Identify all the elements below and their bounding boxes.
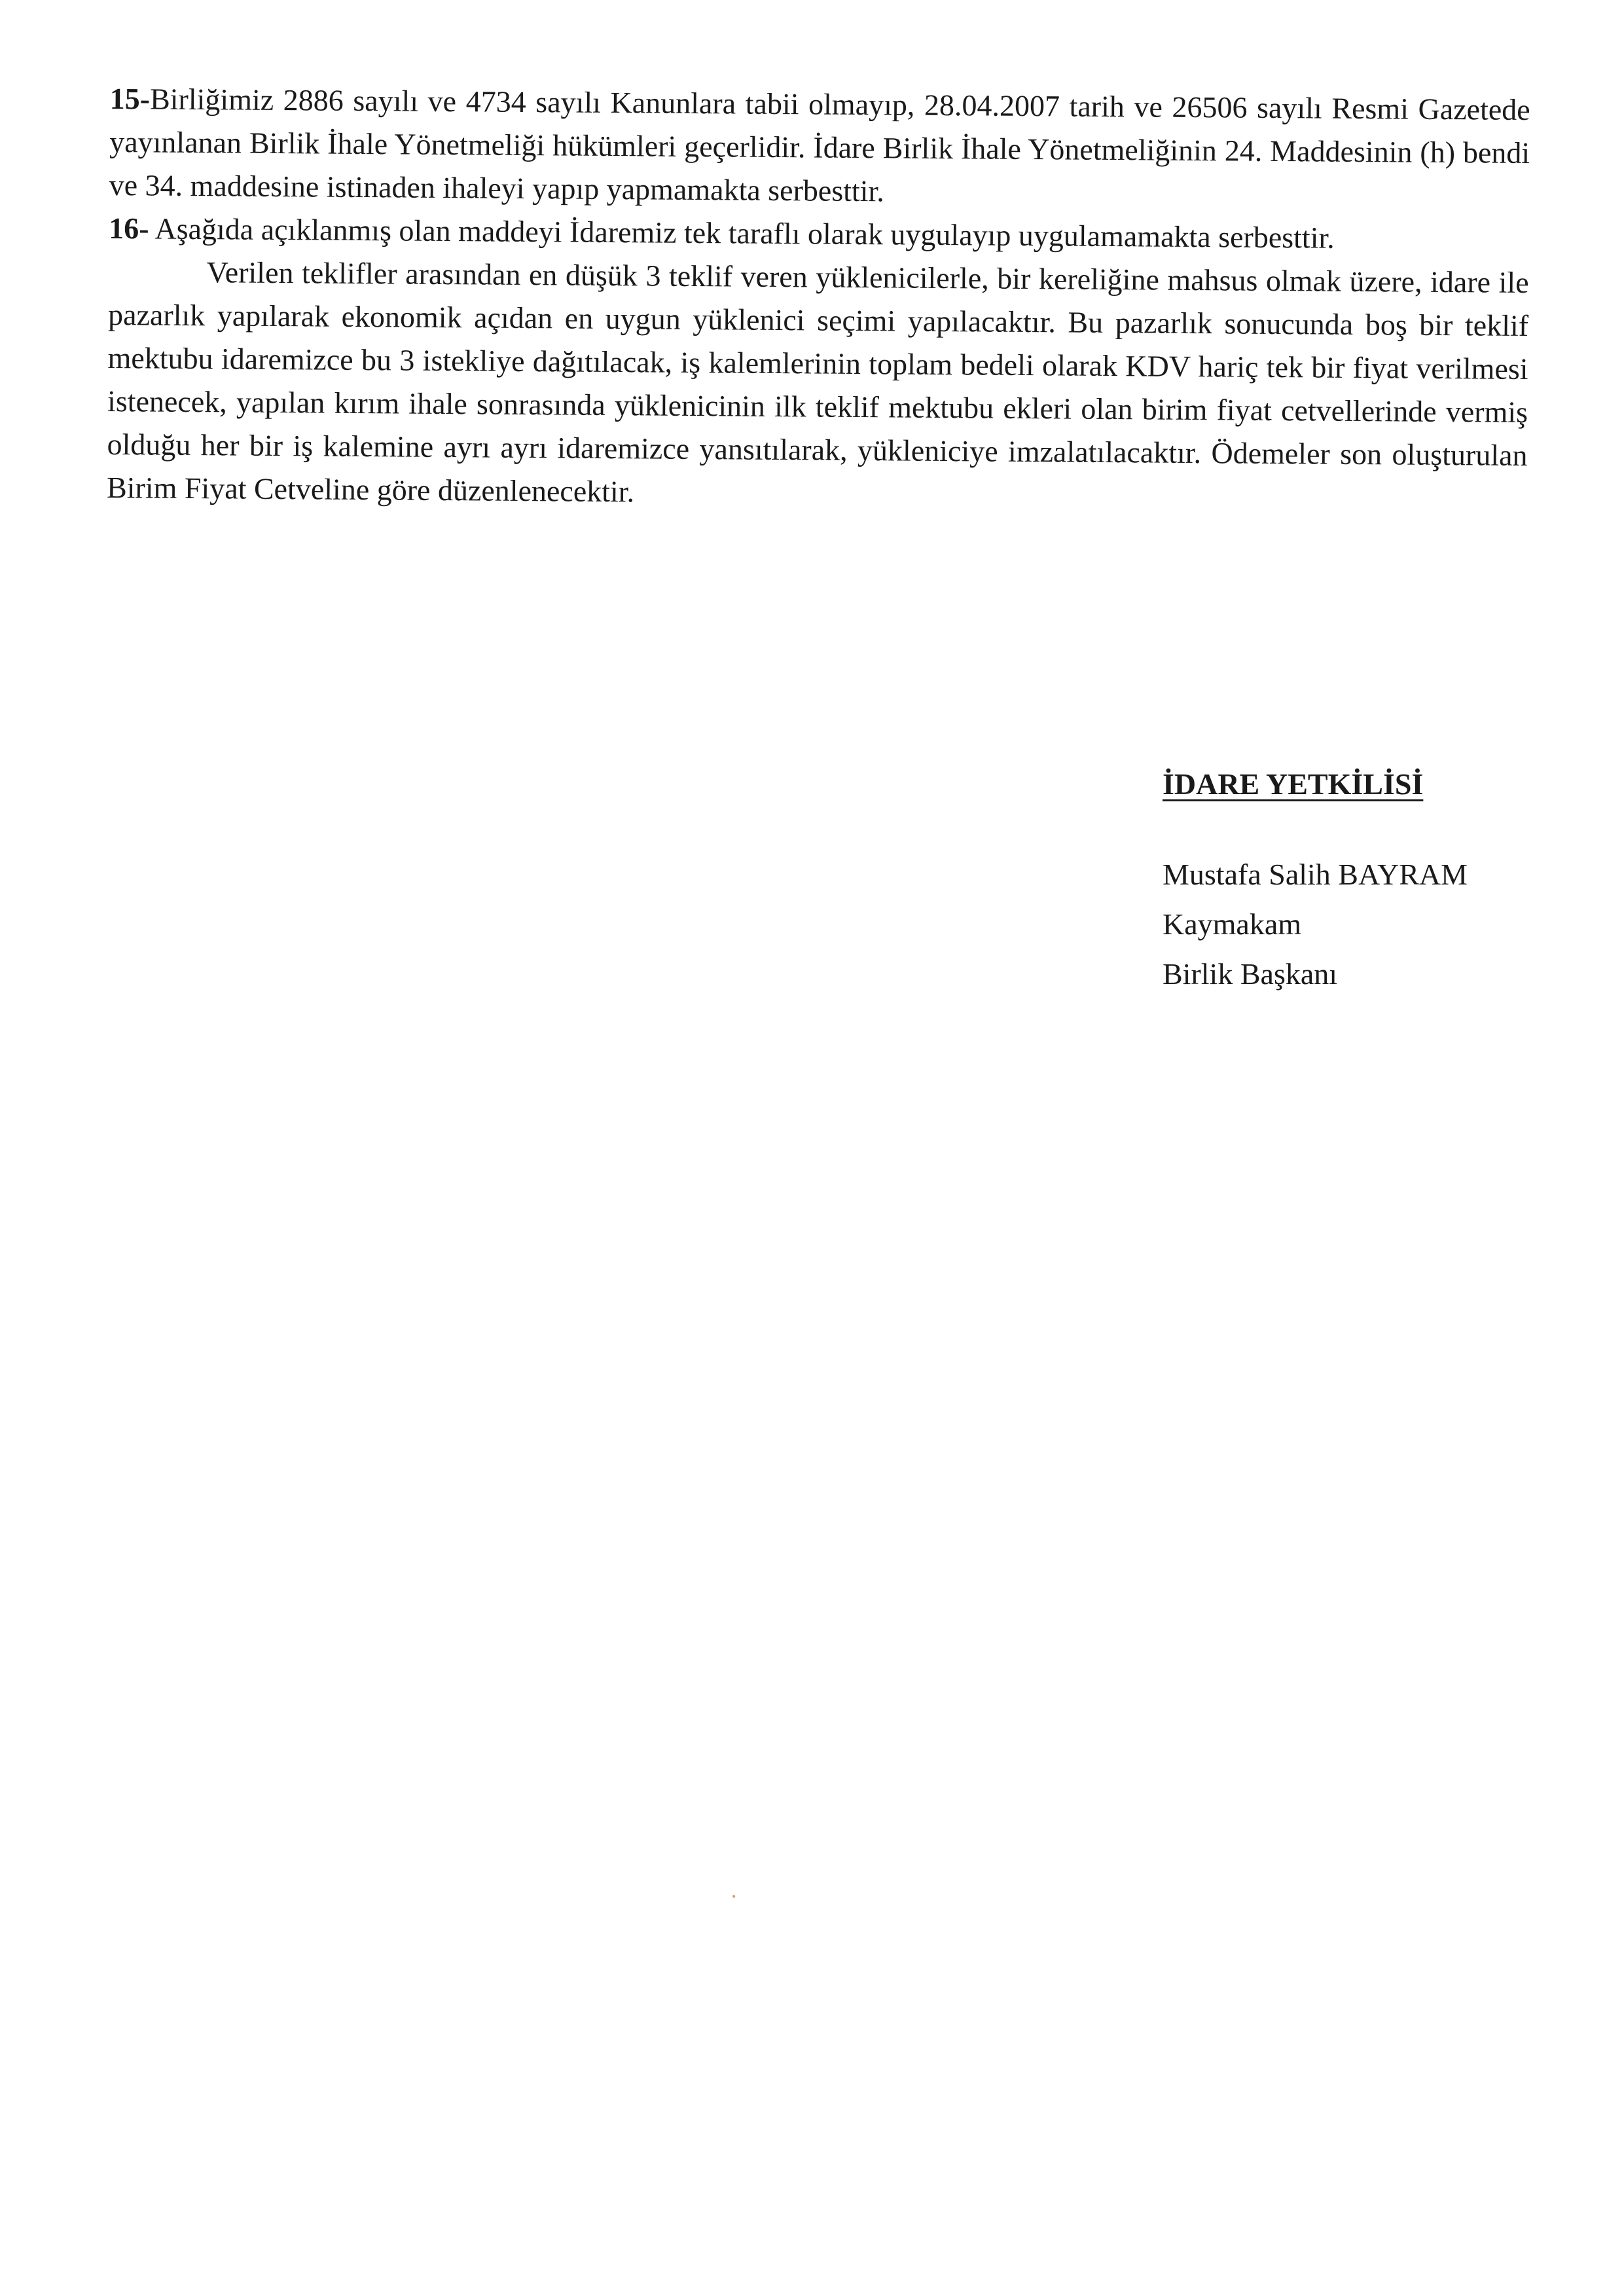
signature-title: İDARE YETKİLİSİ	[1163, 767, 1424, 801]
document-body	[107, 77, 1530, 520]
clause-15-number: 15-	[109, 81, 151, 116]
signature-block	[1163, 765, 1468, 999]
scan-speck: •	[732, 1890, 736, 1903]
bargaining-paragraph: Verilen teklifler arasından en düşük 3 teklif veren yüklenicilerle, bir kereliğine mahsus olmak üzere, idare ile pazarlık yapılarak ekonomik açıdan en uygun yüklenici seçimi yapılacaktır. Bu pazarlık sonucunda boş bir teklif mektubu idaremizce bu 3 istekliye dağıtılacak, iş kalemlerinin toplam bedeli olarak KDV hariç tek bir fiyat verilmesi istenecek, yapılan kırım ihale sonrasında yüklenicinin ilk teklif mektubu ekleri olan birim fiyat cetvellerinde vermiş olduğu her bir iş kalemine ayrı ayrı idaremizce yansıtılarak, yükleniciye imzalatılacaktır. Ödemeler son oluşturulan Birim Fiyat Cetveline göre düzenlenecektir.	[106, 255, 1529, 509]
signatory-name: Mustafa Salih BAYRAM	[1163, 858, 1468, 891]
signatory-position: Kaymakam	[1163, 907, 1302, 941]
clause-15-text: Birliğimiz 2886 sayılı ve 4734 sayılı Kanunlara tabii olmayıp, 28.04.2007 tarih ve 26506 sayılı Resmi Gazetede yayınlanan Birlik İhale Yönetmeliği hükümleri geçerlidir. İdare Birlik İhale Yönetmeliğinin 24. Maddesinin (h) bendi ve 34. maddesine istinaden ihaleyi yapıp yapmamakta serbesttir.	[109, 82, 1530, 208]
signatory-role: Birlik Başkanı	[1163, 957, 1338, 991]
clause-15	[109, 77, 1530, 218]
clause-16-number: 16-	[108, 211, 149, 246]
clause-16-text: Aşağıda açıklanmış olan maddeyi İdaremiz tek taraflı olarak uygulayıp uygulamamakta serbesttir.	[149, 211, 1335, 255]
